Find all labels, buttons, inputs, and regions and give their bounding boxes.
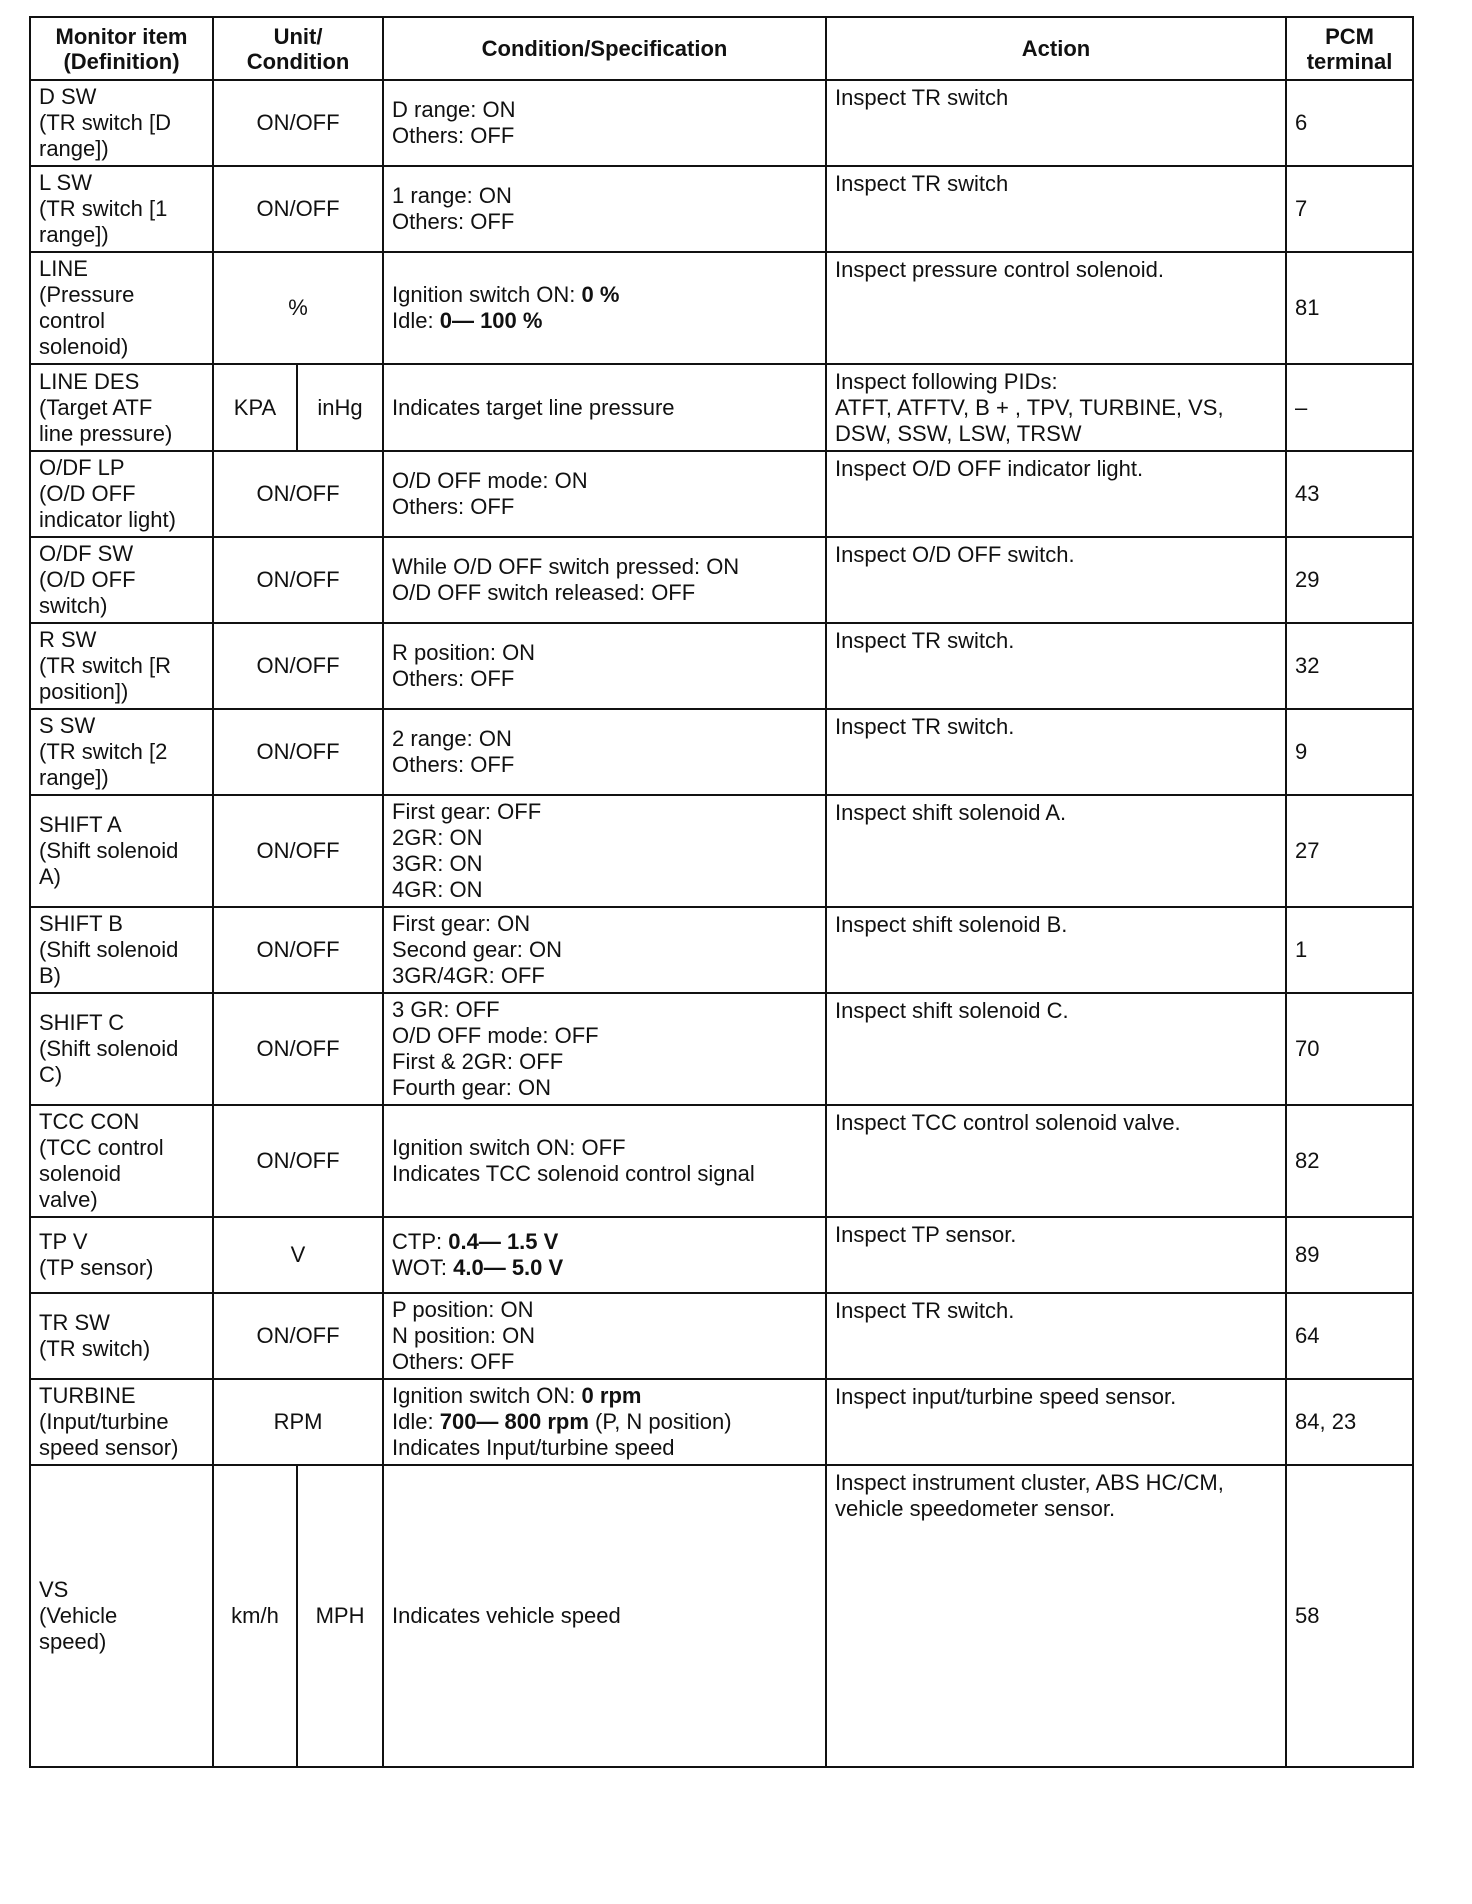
spec-cell: O/D OFF mode: ON Others: OFF	[383, 451, 826, 537]
unit-cell: V	[213, 1217, 383, 1293]
table-row	[30, 1465, 1413, 1767]
unit-cell: ON/OFF	[213, 451, 383, 537]
monitor-item-cell: L SW (TR switch [1 range])	[30, 166, 213, 252]
action-cell: Inspect O/D OFF indicator light.	[826, 451, 1286, 537]
spec-cell: 3 GR: OFF O/D OFF mode: OFF First & 2GR: OFF Fourth gear: ON	[383, 993, 826, 1105]
monitor-item-cell: TP V (TP sensor)	[30, 1217, 213, 1293]
pcm-terminal-cell: 27	[1286, 795, 1413, 907]
spec-cell: P position: ON N position: ON Others: OFF	[383, 1293, 826, 1379]
monitor-item-cell: LINE DES (Target ATF line pressure)	[30, 364, 213, 451]
pcm-terminal-cell: 84, 23	[1286, 1379, 1413, 1465]
spec-cell: First gear: OFF 2GR: ON 3GR: ON 4GR: ON	[383, 795, 826, 907]
pcm-terminal-cell: 81	[1286, 252, 1413, 364]
spec-cell: First gear: ON Second gear: ON 3GR/4GR: OFF	[383, 907, 826, 993]
unit-cell: ON/OFF	[213, 1105, 383, 1217]
spec-cell: Ignition switch ON: 0 % Idle: 0— 100 %	[383, 252, 826, 364]
monitor-item-cell: S SW (TR switch [2 range])	[30, 709, 213, 795]
unit-cell: ON/OFF	[213, 709, 383, 795]
monitor-item-cell: SHIFT A (Shift solenoid A)	[30, 795, 213, 907]
action-cell: Inspect shift solenoid B.	[826, 907, 1286, 993]
monitor-item-cell: LINE (Pressure control solenoid)	[30, 252, 213, 364]
unit-metric-cell: km/h	[213, 1465, 297, 1767]
spec-cell: 2 range: ON Others: OFF	[383, 709, 826, 795]
table-row	[30, 451, 1413, 537]
table-row	[30, 795, 1413, 907]
table-row	[30, 1293, 1413, 1379]
action-cell: Inspect shift solenoid A.	[826, 795, 1286, 907]
unit-cell: ON/OFF	[213, 537, 383, 623]
table-row	[30, 1105, 1413, 1217]
spec-cell: While O/D OFF switch pressed: ON O/D OFF switch released: OFF	[383, 537, 826, 623]
monitor-item-cell: TR SW (TR switch)	[30, 1293, 213, 1379]
table-row	[30, 993, 1413, 1105]
action-cell: Inspect TR switch.	[826, 1293, 1286, 1379]
pcm-terminal-cell: 1	[1286, 907, 1413, 993]
pcm-terminal-cell: –	[1286, 364, 1413, 451]
action-cell: Inspect shift solenoid C.	[826, 993, 1286, 1105]
unit-cell: ON/OFF	[213, 795, 383, 907]
pcm-terminal-cell: 89	[1286, 1217, 1413, 1293]
header-pcm-terminal: PCM terminal	[1286, 17, 1413, 80]
unit-imperial-cell: MPH	[297, 1465, 383, 1767]
header-condition-specification: Condition/Specification	[383, 17, 826, 80]
pcm-terminal-cell: 6	[1286, 80, 1413, 166]
spec-cell: Ignition switch ON: OFF Indicates TCC solenoid control signal	[383, 1105, 826, 1217]
spec-cell: CTP: 0.4— 1.5 V WOT: 4.0— 5.0 V	[383, 1217, 826, 1293]
monitor-item-cell: O/DF LP (O/D OFF indicator light)	[30, 451, 213, 537]
table-row	[30, 537, 1413, 623]
pcm-terminal-cell: 43	[1286, 451, 1413, 537]
table-row	[30, 623, 1413, 709]
header-unit-condition: Unit/ Condition	[213, 17, 383, 80]
pcm-terminal-cell: 7	[1286, 166, 1413, 252]
action-cell: Inspect TCC control solenoid valve.	[826, 1105, 1286, 1217]
table-row	[30, 1379, 1413, 1465]
unit-metric-cell: KPA	[213, 364, 297, 451]
action-cell: Inspect pressure control solenoid.	[826, 252, 1286, 364]
spec-cell: Ignition switch ON: 0 rpm Idle: 700— 800 rpm (P, N position) Indicates Input/turbine speed	[383, 1379, 826, 1465]
action-cell: Inspect O/D OFF switch.	[826, 537, 1286, 623]
action-cell: Inspect instrument cluster, ABS HC/CM, vehicle speedometer sensor.	[826, 1465, 1286, 1767]
pcm-terminal-cell: 32	[1286, 623, 1413, 709]
header-action: Action	[826, 17, 1286, 80]
spec-cell: Indicates target line pressure	[383, 364, 826, 451]
table-row	[30, 80, 1413, 166]
spec-cell: R position: ON Others: OFF	[383, 623, 826, 709]
action-cell: Inspect input/turbine speed sensor.	[826, 1379, 1286, 1465]
monitor-item-cell: VS (Vehicle speed)	[30, 1465, 213, 1767]
table-row	[30, 907, 1413, 993]
pcm-terminal-cell: 29	[1286, 537, 1413, 623]
monitor-item-cell: TCC CON (TCC control solenoid valve)	[30, 1105, 213, 1217]
unit-imperial-cell: inHg	[297, 364, 383, 451]
unit-cell: ON/OFF	[213, 166, 383, 252]
header-monitor-item: Monitor item (Definition)	[30, 17, 213, 80]
unit-cell: ON/OFF	[213, 993, 383, 1105]
monitor-item-cell: TURBINE (Input/turbine speed sensor)	[30, 1379, 213, 1465]
monitor-item-table	[29, 16, 1414, 1768]
unit-cell: ON/OFF	[213, 623, 383, 709]
action-cell: Inspect TR switch.	[826, 709, 1286, 795]
spec-cell: Indicates vehicle speed	[383, 1465, 826, 1767]
unit-cell: ON/OFF	[213, 907, 383, 993]
action-cell: Inspect TR switch	[826, 166, 1286, 252]
table-header-row	[30, 17, 1413, 80]
table-row	[30, 709, 1413, 795]
pcm-terminal-cell: 64	[1286, 1293, 1413, 1379]
monitor-item-cell: R SW (TR switch [R position])	[30, 623, 213, 709]
spec-cell: D range: ON Others: OFF	[383, 80, 826, 166]
table-row	[30, 1217, 1413, 1293]
table-row	[30, 364, 1413, 451]
monitor-item-cell: O/DF SW (O/D OFF switch)	[30, 537, 213, 623]
monitor-item-cell: D SW (TR switch [D range])	[30, 80, 213, 166]
unit-cell: ON/OFF	[213, 80, 383, 166]
pcm-terminal-cell: 9	[1286, 709, 1413, 795]
unit-cell: %	[213, 252, 383, 364]
spec-cell: 1 range: ON Others: OFF	[383, 166, 826, 252]
unit-cell: RPM	[213, 1379, 383, 1465]
pcm-terminal-cell: 58	[1286, 1465, 1413, 1767]
table-row	[30, 166, 1413, 252]
action-cell: Inspect TP sensor.	[826, 1217, 1286, 1293]
unit-cell: ON/OFF	[213, 1293, 383, 1379]
action-cell: Inspect following PIDs: ATFT, ATFTV, B + , TPV, TURBINE, VS, DSW, SSW, LSW, TRSW	[826, 364, 1286, 451]
pcm-terminal-cell: 70	[1286, 993, 1413, 1105]
action-cell: Inspect TR switch	[826, 80, 1286, 166]
monitor-item-cell: SHIFT B (Shift solenoid B)	[30, 907, 213, 993]
pcm-terminal-cell: 82	[1286, 1105, 1413, 1217]
table-row	[30, 252, 1413, 364]
action-cell: Inspect TR switch.	[826, 623, 1286, 709]
monitor-item-cell: SHIFT C (Shift solenoid C)	[30, 993, 213, 1105]
